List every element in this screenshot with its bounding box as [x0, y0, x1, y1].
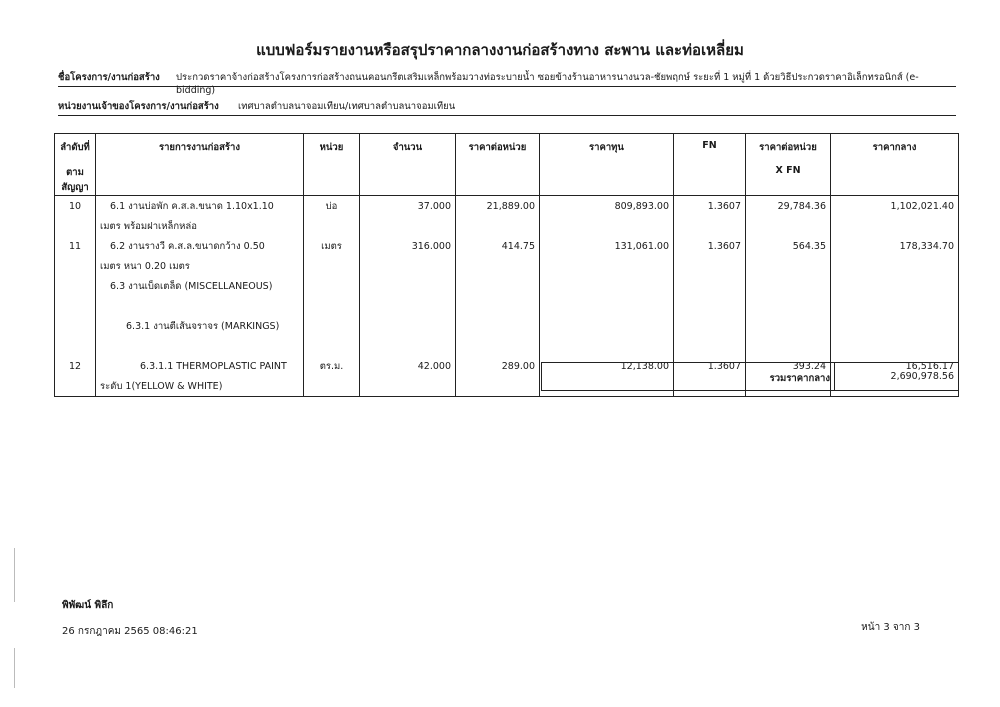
- cell-unit: [304, 216, 360, 236]
- cell-fn: 1.3607: [674, 236, 746, 256]
- cell-item: [96, 336, 304, 356]
- project-label: ชื่อโครงการ/งานก่อสร้าง: [58, 72, 160, 83]
- header-qty: จำนวน: [360, 134, 456, 196]
- cell-unit-price: [456, 216, 540, 236]
- header-cost: ราคาทุน: [540, 134, 674, 196]
- scan-edge-mark: [14, 648, 15, 688]
- cell-seq: [55, 316, 96, 336]
- cell-unit-price: [456, 296, 540, 316]
- cell-unit-price: 289.00: [456, 356, 540, 376]
- cell-item: 6.3 งานเบ็ดเตล็ด (MISCELLANEOUS): [96, 276, 304, 296]
- cell-fn: [674, 336, 746, 356]
- header-seq-line2: ตามสัญญา: [61, 167, 89, 193]
- total-value: 2,690,978.56: [890, 371, 954, 382]
- agency-value: เทศบาลตำบลนาจอมเทียน/เทศบาลตำบลนาจอมเทียน: [238, 101, 456, 112]
- table-row: [55, 196, 959, 217]
- cell-cost: 12,138.00: [540, 356, 674, 376]
- cell-qty: 42.000: [360, 356, 456, 376]
- table-row: [55, 276, 959, 296]
- cell-qty: [360, 256, 456, 276]
- cell-item: 6.3.1.1 THERMOPLASTIC PAINT: [96, 356, 304, 376]
- cell-item: เมตร หนา 0.20 เมตร: [96, 256, 304, 276]
- header-fn: FN: [674, 134, 746, 196]
- cell-seq: [55, 296, 96, 316]
- cell-seq: [55, 276, 96, 296]
- table-header-row: [55, 134, 959, 196]
- cell-seq: [55, 256, 96, 276]
- table-row: [55, 216, 959, 236]
- cell-qty: [360, 216, 456, 236]
- cell-unit: [304, 336, 360, 356]
- cell-unit-price-fn: 393.24: [746, 356, 831, 376]
- cell-unit-price: 414.75: [456, 236, 540, 256]
- cell-unit: [304, 316, 360, 336]
- cell-qty: 37.000: [360, 196, 456, 217]
- header-seq: [55, 134, 96, 196]
- agency-underline: [58, 115, 956, 116]
- cell-unit-price-fn: [746, 256, 831, 276]
- cell-unit-price: [456, 256, 540, 276]
- cell-cost: [540, 256, 674, 276]
- cell-cost: [540, 216, 674, 236]
- project-row: [58, 70, 956, 96]
- document-title: แบบฟอร์มรายงานหรือสรุปราคากลางงานก่อสร้างทาง สะพาน และท่อเหลี่ยม: [256, 41, 744, 59]
- cell-fn: [674, 256, 746, 276]
- cell-seq: 10: [55, 196, 96, 217]
- header-unit-price-fn-line1: ราคาต่อหน่วย: [759, 142, 817, 153]
- cell-unit: [304, 296, 360, 316]
- agency-label: หน่วยงานเจ้าของโครงการ/งานก่อสร้าง: [58, 101, 219, 112]
- cell-seq: 11: [55, 236, 96, 256]
- project-underline: [58, 86, 956, 87]
- cell-median: [831, 316, 959, 336]
- total-divider: [834, 363, 835, 390]
- cell-unit: บ่อ: [304, 196, 360, 217]
- cell-median: 16,516.17: [831, 356, 959, 376]
- cell-unit-price: [456, 336, 540, 356]
- cell-qty: 316.000: [360, 236, 456, 256]
- cell-unit: [304, 256, 360, 276]
- cell-cost: 809,893.00: [540, 196, 674, 217]
- project-value: ประกวดราคาจ้างก่อสร้างโครงการก่อสร้างถนนคอนกรีตเสริมเหล็กพร้อมวางท่อระบายน้ำ ซอยข้างร้านอาหารนางนวล-ชัยพฤกษ์ ระยะที่ 1 หมู่ที่ 1 ด้วยวิธีประกวดราคาอิเล็กทรอนิกส์ (e-bidding): [176, 72, 919, 96]
- cell-fn: 1.3607: [674, 356, 746, 376]
- cell-unit-price: [456, 276, 540, 296]
- agency-row: [58, 99, 956, 119]
- cell-qty: [360, 316, 456, 336]
- header-item: รายการงานก่อสร้าง: [96, 134, 304, 196]
- table-row: [55, 296, 959, 316]
- header-unit-price: ราคาต่อหน่วย: [456, 134, 540, 196]
- cell-cost: [540, 276, 674, 296]
- cell-qty: [360, 276, 456, 296]
- cell-item: 6.1 งานบ่อพัก ค.ส.ล.ขนาด 1.10x1.10: [96, 196, 304, 217]
- total-box: [541, 362, 959, 391]
- cell-item: ระดับ 1(YELLOW & WHITE): [96, 376, 304, 397]
- cell-seq: [55, 376, 96, 397]
- price-table: [54, 133, 959, 397]
- header-median-price: ราคากลาง: [831, 134, 959, 196]
- cell-median: [831, 256, 959, 276]
- cell-qty: [360, 336, 456, 356]
- cell-unit: [304, 376, 360, 397]
- cell-item: 6.3.1 งานตีเส้นจราจร (MARKINGS): [96, 316, 304, 336]
- cell-cost: [540, 316, 674, 336]
- cell-fn: [674, 216, 746, 236]
- cell-fn: [674, 296, 746, 316]
- cell-cost: [540, 296, 674, 316]
- header-unit-price-fn-line2: X FN: [775, 165, 801, 176]
- signer-name: พิพัฒน์ พิลึก: [62, 600, 114, 611]
- page-number: หน้า 3 จาก 3: [861, 622, 920, 633]
- cell-unit: เมตร: [304, 236, 360, 256]
- cell-seq: [55, 216, 96, 236]
- table-row: [55, 256, 959, 276]
- cell-fn: 1.3607: [674, 196, 746, 217]
- cell-unit-price-fn: [746, 276, 831, 296]
- cell-cost: [540, 336, 674, 356]
- cell-median: [831, 296, 959, 316]
- cell-median: [831, 336, 959, 356]
- total-label: รวมราคากลาง: [769, 373, 830, 384]
- cell-item: เมตร พร้อมฝาเหล็กหล่อ: [96, 216, 304, 236]
- cell-unit: ตร.ม.: [304, 356, 360, 376]
- cell-qty: [360, 376, 456, 397]
- cell-fn: [674, 316, 746, 336]
- cell-cost: 131,061.00: [540, 236, 674, 256]
- print-datetime: 26 กรกฎาคม 2565 08:46:21: [62, 626, 198, 637]
- cell-seq: [55, 336, 96, 356]
- header-unit-price-fn: [746, 134, 831, 196]
- cell-unit-price: [456, 316, 540, 336]
- table-row: [55, 316, 959, 336]
- cell-unit: [304, 276, 360, 296]
- cell-unit-price: [456, 376, 540, 397]
- cell-seq: 12: [55, 356, 96, 376]
- cell-median: 178,334.70: [831, 236, 959, 256]
- cell-qty: [360, 296, 456, 316]
- header-unit: หน่วย: [304, 134, 360, 196]
- header-seq-line1: ลำดับที่: [60, 142, 90, 153]
- table-row: [55, 236, 959, 256]
- scan-edge-mark: [14, 548, 15, 602]
- cell-fn: [674, 276, 746, 296]
- cell-unit-price-fn: [746, 296, 831, 316]
- cell-median: 1,102,021.40: [831, 196, 959, 217]
- cell-unit-price: 21,889.00: [456, 196, 540, 217]
- cell-unit-price-fn: [746, 336, 831, 356]
- table-row: [55, 336, 959, 356]
- cell-unit-price-fn: 29,784.36: [746, 196, 831, 217]
- cell-item: [96, 296, 304, 316]
- cell-unit-price-fn: [746, 316, 831, 336]
- cell-item: 6.2 งานรางวี ค.ส.ล.ขนาดกว้าง 0.50: [96, 236, 304, 256]
- cell-unit-price-fn: 564.35: [746, 236, 831, 256]
- cell-unit-price-fn: [746, 216, 831, 236]
- cell-median: [831, 276, 959, 296]
- cell-median: [831, 216, 959, 236]
